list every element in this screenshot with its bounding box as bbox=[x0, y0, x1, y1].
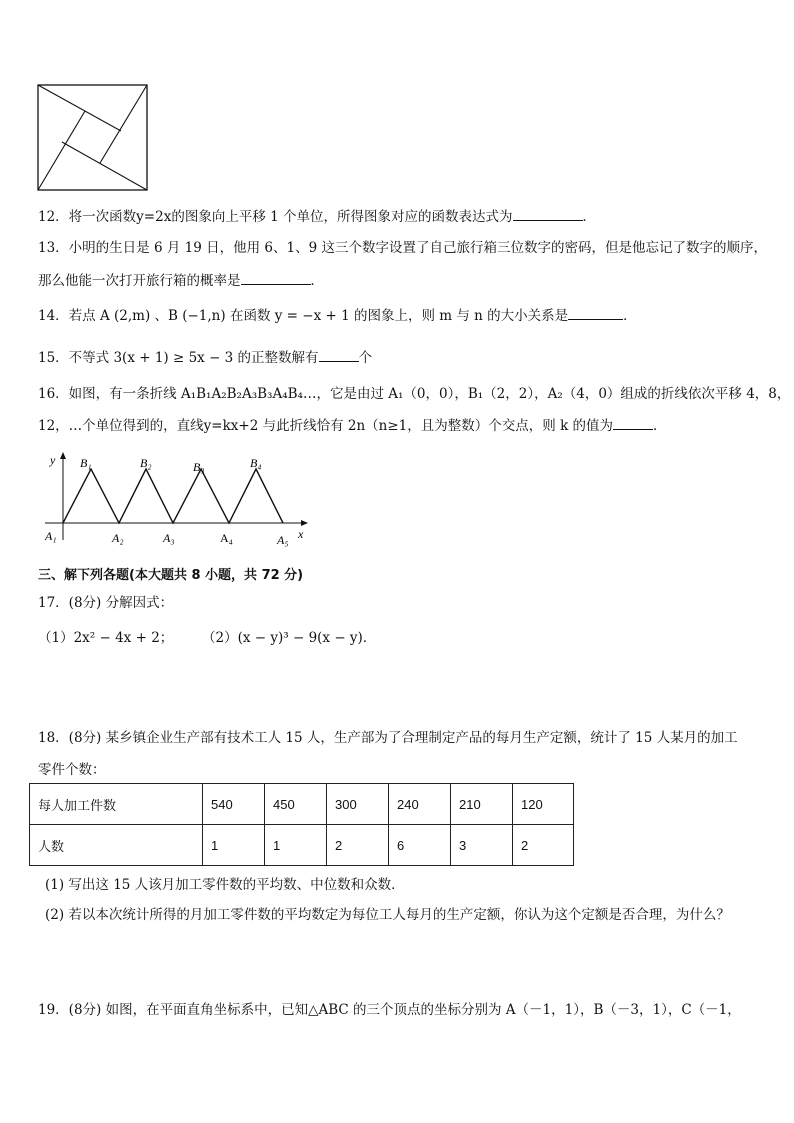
answer-blank-16[interactable] bbox=[613, 415, 653, 430]
question-17-part2: （2）(x − y)³ − 9(x − y)． bbox=[202, 630, 377, 646]
table-cell: 240 bbox=[389, 784, 451, 825]
label-a4: A₄ bbox=[220, 531, 233, 545]
question-18-sub2: (2) 若以本次统计所得的月加工零件数的平均数定为每位工人每月的生产定额，你认为这个定额是否合理，为什么？ bbox=[45, 907, 730, 923]
table-row bbox=[30, 825, 574, 866]
label-a2: A₂ bbox=[112, 531, 124, 545]
table-cell: 2 bbox=[327, 825, 389, 866]
question-17-title: 17．(8分) 分解因式： bbox=[38, 595, 174, 611]
question-13-line1: 13．小明的生日是 6 月 19 日，他用 6、1、9 这三个数字设置了自己旅行箱三位数字的密码，但是他忘记了数字的顺序， bbox=[38, 240, 767, 256]
question-16-end: ． bbox=[653, 418, 667, 434]
table-cell: 1 bbox=[265, 825, 327, 866]
table-cell: 1 bbox=[203, 825, 265, 866]
table-cell: 6 bbox=[389, 825, 451, 866]
zigzag-polyline-graph bbox=[40, 452, 320, 552]
zigzag-line bbox=[63, 469, 283, 523]
outer-square bbox=[38, 85, 147, 190]
table-row bbox=[30, 784, 574, 825]
answer-blank-15[interactable] bbox=[319, 347, 359, 362]
table-cell: 2 bbox=[513, 825, 574, 866]
question-16-text: 12，…个单位得到的，直线y=kx+2 与此折线恰有 2n（n≥1，且为整数）个交点，则 k 的值为 bbox=[38, 418, 614, 434]
question-12-text: 12．将一次函数y=2x的图象向上平移 1 个单位，所得图象对应的函数表达式为 bbox=[38, 209, 513, 225]
question-12-end: ． bbox=[582, 209, 596, 225]
question-15 bbox=[38, 347, 372, 368]
question-13-text: 那么他能一次打开旅行箱的概率是 bbox=[38, 273, 241, 289]
question-13-end: ． bbox=[310, 273, 324, 289]
label-b4: B₄ bbox=[250, 456, 262, 470]
table-cell: 450 bbox=[265, 784, 327, 825]
label-b2: B₂ bbox=[140, 456, 152, 470]
y-axis-arrow bbox=[60, 452, 66, 459]
y-axis-label: y bbox=[50, 453, 56, 467]
table-cell: 540 bbox=[203, 784, 265, 825]
table-cell: 3 bbox=[451, 825, 513, 866]
question-14 bbox=[38, 305, 637, 326]
table-cell: 210 bbox=[451, 784, 513, 825]
answer-blank-14[interactable] bbox=[568, 305, 623, 320]
table-cell: 人数 bbox=[30, 825, 203, 866]
section-3-heading: 三、解下列各题(本大题共 8 小题，共 72 分) bbox=[38, 568, 304, 583]
label-b3: B₃ bbox=[193, 460, 205, 474]
table-cell: 每人加工件数 bbox=[30, 784, 203, 825]
answer-blank-12[interactable] bbox=[513, 206, 583, 221]
pinwheel-line-bottom bbox=[62, 142, 147, 190]
question-14-text: 14．若点 A (2,m) 、B (−1,n) 在函数 y = −x + 1 的图象上，则 m 与 n 的大小关系是 bbox=[38, 308, 569, 324]
label-a1: A₁ bbox=[45, 529, 57, 543]
table-cell: 120 bbox=[513, 784, 574, 825]
label-a5: A₅ bbox=[277, 533, 289, 547]
question-16-line2 bbox=[38, 415, 667, 436]
parts-count-table bbox=[29, 783, 574, 866]
x-axis-arrow bbox=[301, 520, 308, 526]
question-18-sub1: (1) 写出这 15 人该月加工零件数的平均数、中位数和众数． bbox=[45, 877, 405, 893]
question-12 bbox=[38, 206, 596, 227]
question-18-line1: 18．(8分) 某乡镇企业生产部有技术工人 15 人，生产部为了合理制定产品的每月生产定额，统计了 15 人某月的加工 bbox=[38, 730, 738, 746]
pinwheel-line-right bbox=[100, 85, 147, 163]
question-18-line2: 零件个数： bbox=[38, 762, 106, 778]
question-14-end: ． bbox=[623, 308, 637, 324]
question-15-text: 15．不等式 3(x + 1) ≥ 5x − 3 的正整数解有 bbox=[38, 350, 319, 366]
label-a3: A₃ bbox=[163, 531, 175, 545]
question-16-line1: 16．如图，有一条折线 A₁B₁A₂B₂A₃B₃A₄B₄…，它是由过 A₁（0，0），B₁（2，2），A₂（4，0）组成的折线依次平移 4，8， bbox=[38, 386, 791, 402]
question-17-part1: （1）2x² − 4x + 2； bbox=[38, 630, 174, 646]
x-axis-label: x bbox=[298, 527, 304, 541]
pinwheel-line-top bbox=[38, 85, 121, 131]
question-19: 19．(8分) 如图，在平面直角坐标系中，已知△ABC 的三个顶点的坐标分别为 A（－1，1），B（－3，1），C（－1， bbox=[38, 1002, 741, 1018]
table-cell: 300 bbox=[327, 784, 389, 825]
pinwheel-square-figure bbox=[37, 84, 149, 192]
label-b1: B₁ bbox=[80, 456, 92, 470]
question-15-end: 个 bbox=[358, 350, 373, 366]
answer-blank-13[interactable] bbox=[241, 270, 311, 285]
question-13-line2 bbox=[38, 270, 324, 291]
